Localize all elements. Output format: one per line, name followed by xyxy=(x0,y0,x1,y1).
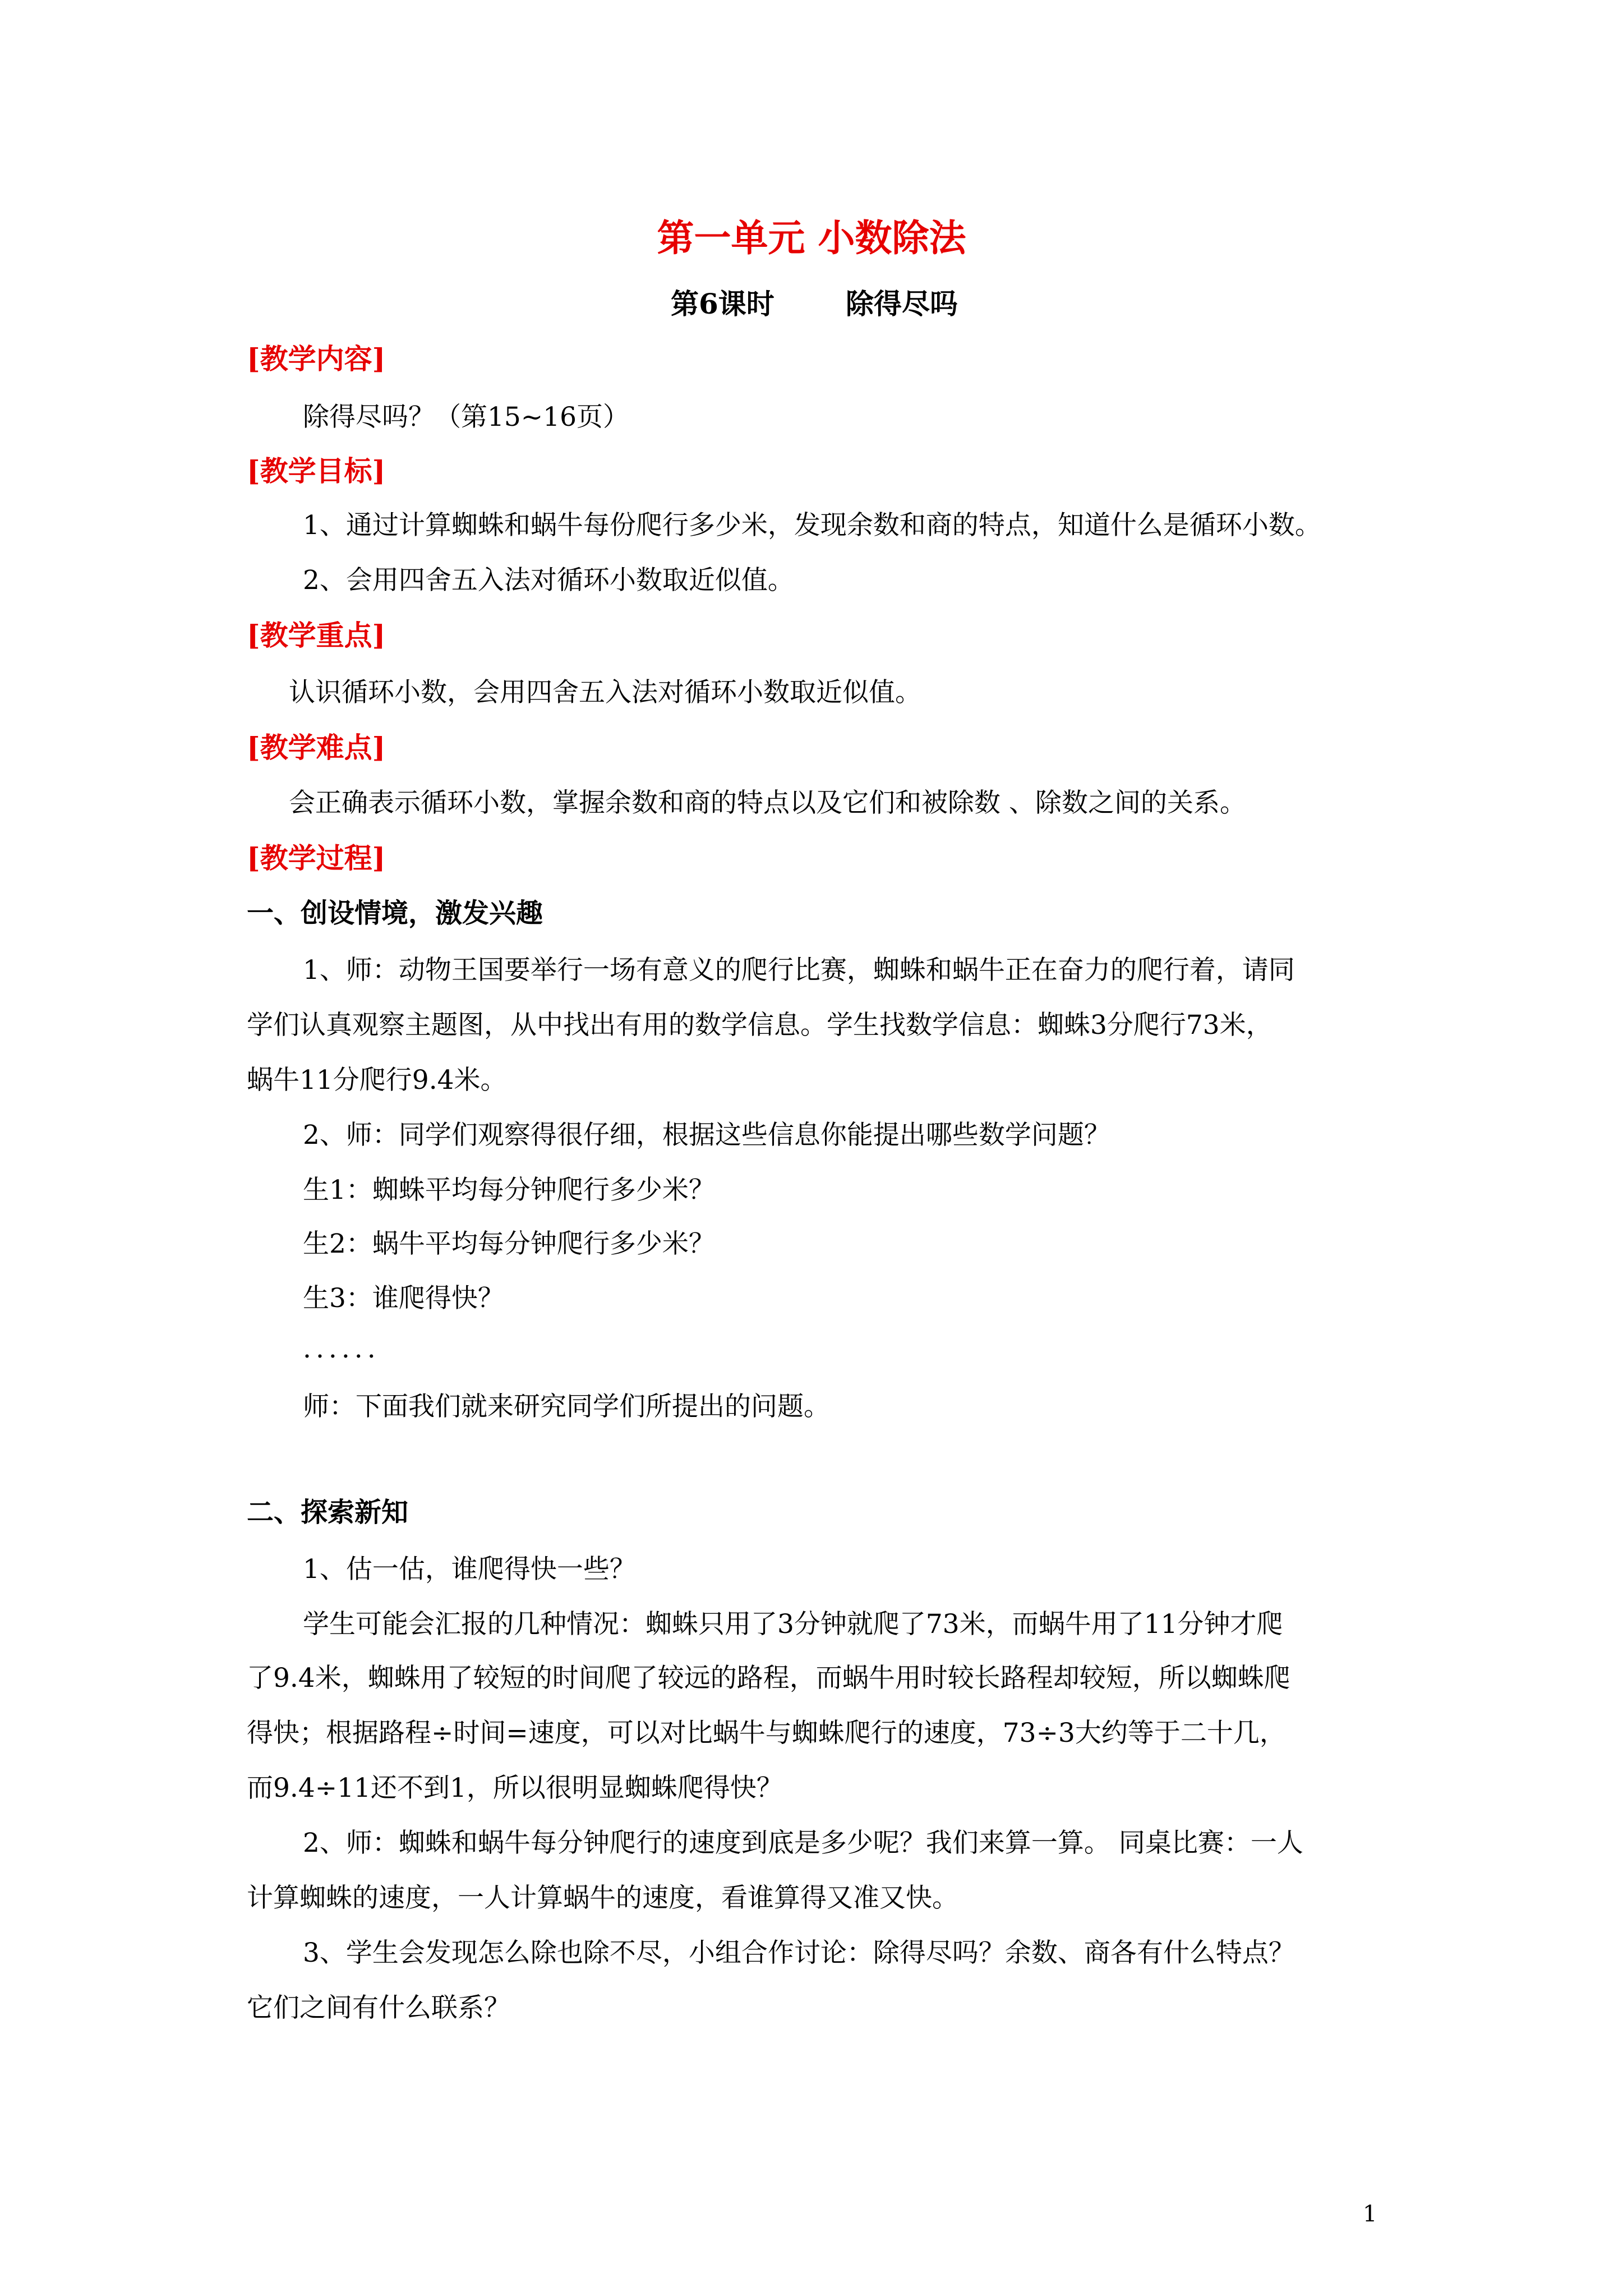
teacher-remark: 师：下面我们就来研究同学们所提出的问题。 xyxy=(303,1391,830,1422)
paragraph-line: 得快；根据路程÷时间=速度，可以对比蜗牛与蜘蛛爬行的速度，73÷3大约等于二十几， xyxy=(247,1718,1286,1749)
lesson-number: 第6课时 xyxy=(671,287,774,320)
teaching-key-text: 认识循环小数，会用四舍五入法对循环小数取近似值。 xyxy=(289,677,921,708)
paragraph-line: 而9.4÷11还不到1，所以很明显蜘蛛爬得快？ xyxy=(247,1773,783,1803)
teaching-process-heading: [教学过程] xyxy=(247,841,386,875)
teaching-content-heading: [教学内容] xyxy=(247,342,386,375)
teaching-difficulty-heading: [教学难点] xyxy=(247,731,386,764)
goal-item-2: 2、会用四舍五入法对循环小数取近似值。 xyxy=(303,565,794,596)
part-one-heading: 一、创设情境，激发兴趣 xyxy=(247,898,543,929)
paragraph-line: 2、师：蜘蛛和蜗牛每分钟爬行的速度到底是多少呢？我们来算一算。 同桌比赛：一人 xyxy=(303,1828,1303,1858)
question-1: 1、估一估，谁爬得快一些？ xyxy=(303,1554,636,1585)
student-answer-1: 生1：蜘蛛平均每分钟爬行多少米？ xyxy=(303,1175,715,1205)
student-answer-3: 生3：谁爬得快？ xyxy=(303,1283,504,1314)
paragraph-line: 2、师：同学们观察得很仔细，根据这些信息你能提出哪些数学问题？ xyxy=(303,1120,1110,1151)
teaching-goals-heading: [教学目标] xyxy=(247,454,386,487)
unit-title: 第一单元 小数除法 xyxy=(657,216,966,260)
paragraph-line: 学生可能会汇报的几种情况：蜘蛛只用了3分钟就爬了73米，而蜗牛用了11分钟才爬 xyxy=(303,1609,1283,1640)
lesson-name: 除得尽吗 xyxy=(846,287,958,320)
ellipsis: ...... xyxy=(303,1333,380,1364)
teaching-content-text: 除得尽吗？（第15~16页） xyxy=(303,402,629,432)
page-number: 1 xyxy=(1363,2201,1377,2227)
paragraph-line: 计算蜘蛛的速度，一人计算蜗牛的速度，看谁算得又准又快。 xyxy=(247,1883,958,1913)
teaching-difficulty-text: 会正确表示循环小数，掌握余数和商的特点以及它们和被除数 、除数之间的关系。 xyxy=(289,788,1246,818)
student-answer-2: 生2：蜗牛平均每分钟爬行多少米？ xyxy=(303,1228,715,1259)
teaching-key-heading: [教学重点] xyxy=(247,619,386,652)
paragraph-line: 学们认真观察主题图，从中找出有用的数学信息。学生找数学信息：蜘蛛3分爬行73米， xyxy=(247,1010,1272,1041)
paragraph-line: 1、师：动物王国要举行一场有意义的爬行比赛，蜘蛛和蜗牛正在奋力的爬行着，请同 xyxy=(303,955,1295,986)
part-two-heading: 二、探索新知 xyxy=(247,1497,409,1528)
paragraph-line: 了9.4米，蜘蛛用了较短的时间爬了较远的路程，而蜗牛用时较长路程却较短，所以蜘蛛爬 xyxy=(247,1663,1290,1694)
paragraph-line: 蜗牛11分爬行9.4米。 xyxy=(247,1065,507,1096)
goal-item-1: 1、通过计算蜘蛛和蜗牛每份爬行多少米，发现余数和商的特点，知道什么是循环小数。 xyxy=(303,510,1321,541)
paragraph-line: 3、学生会发现怎么除也除不尽，小组合作讨论：除得尽吗？余数、商各有什么特点？ xyxy=(303,1938,1295,1968)
paragraph-line: 它们之间有什么联系？ xyxy=(247,1993,510,2023)
